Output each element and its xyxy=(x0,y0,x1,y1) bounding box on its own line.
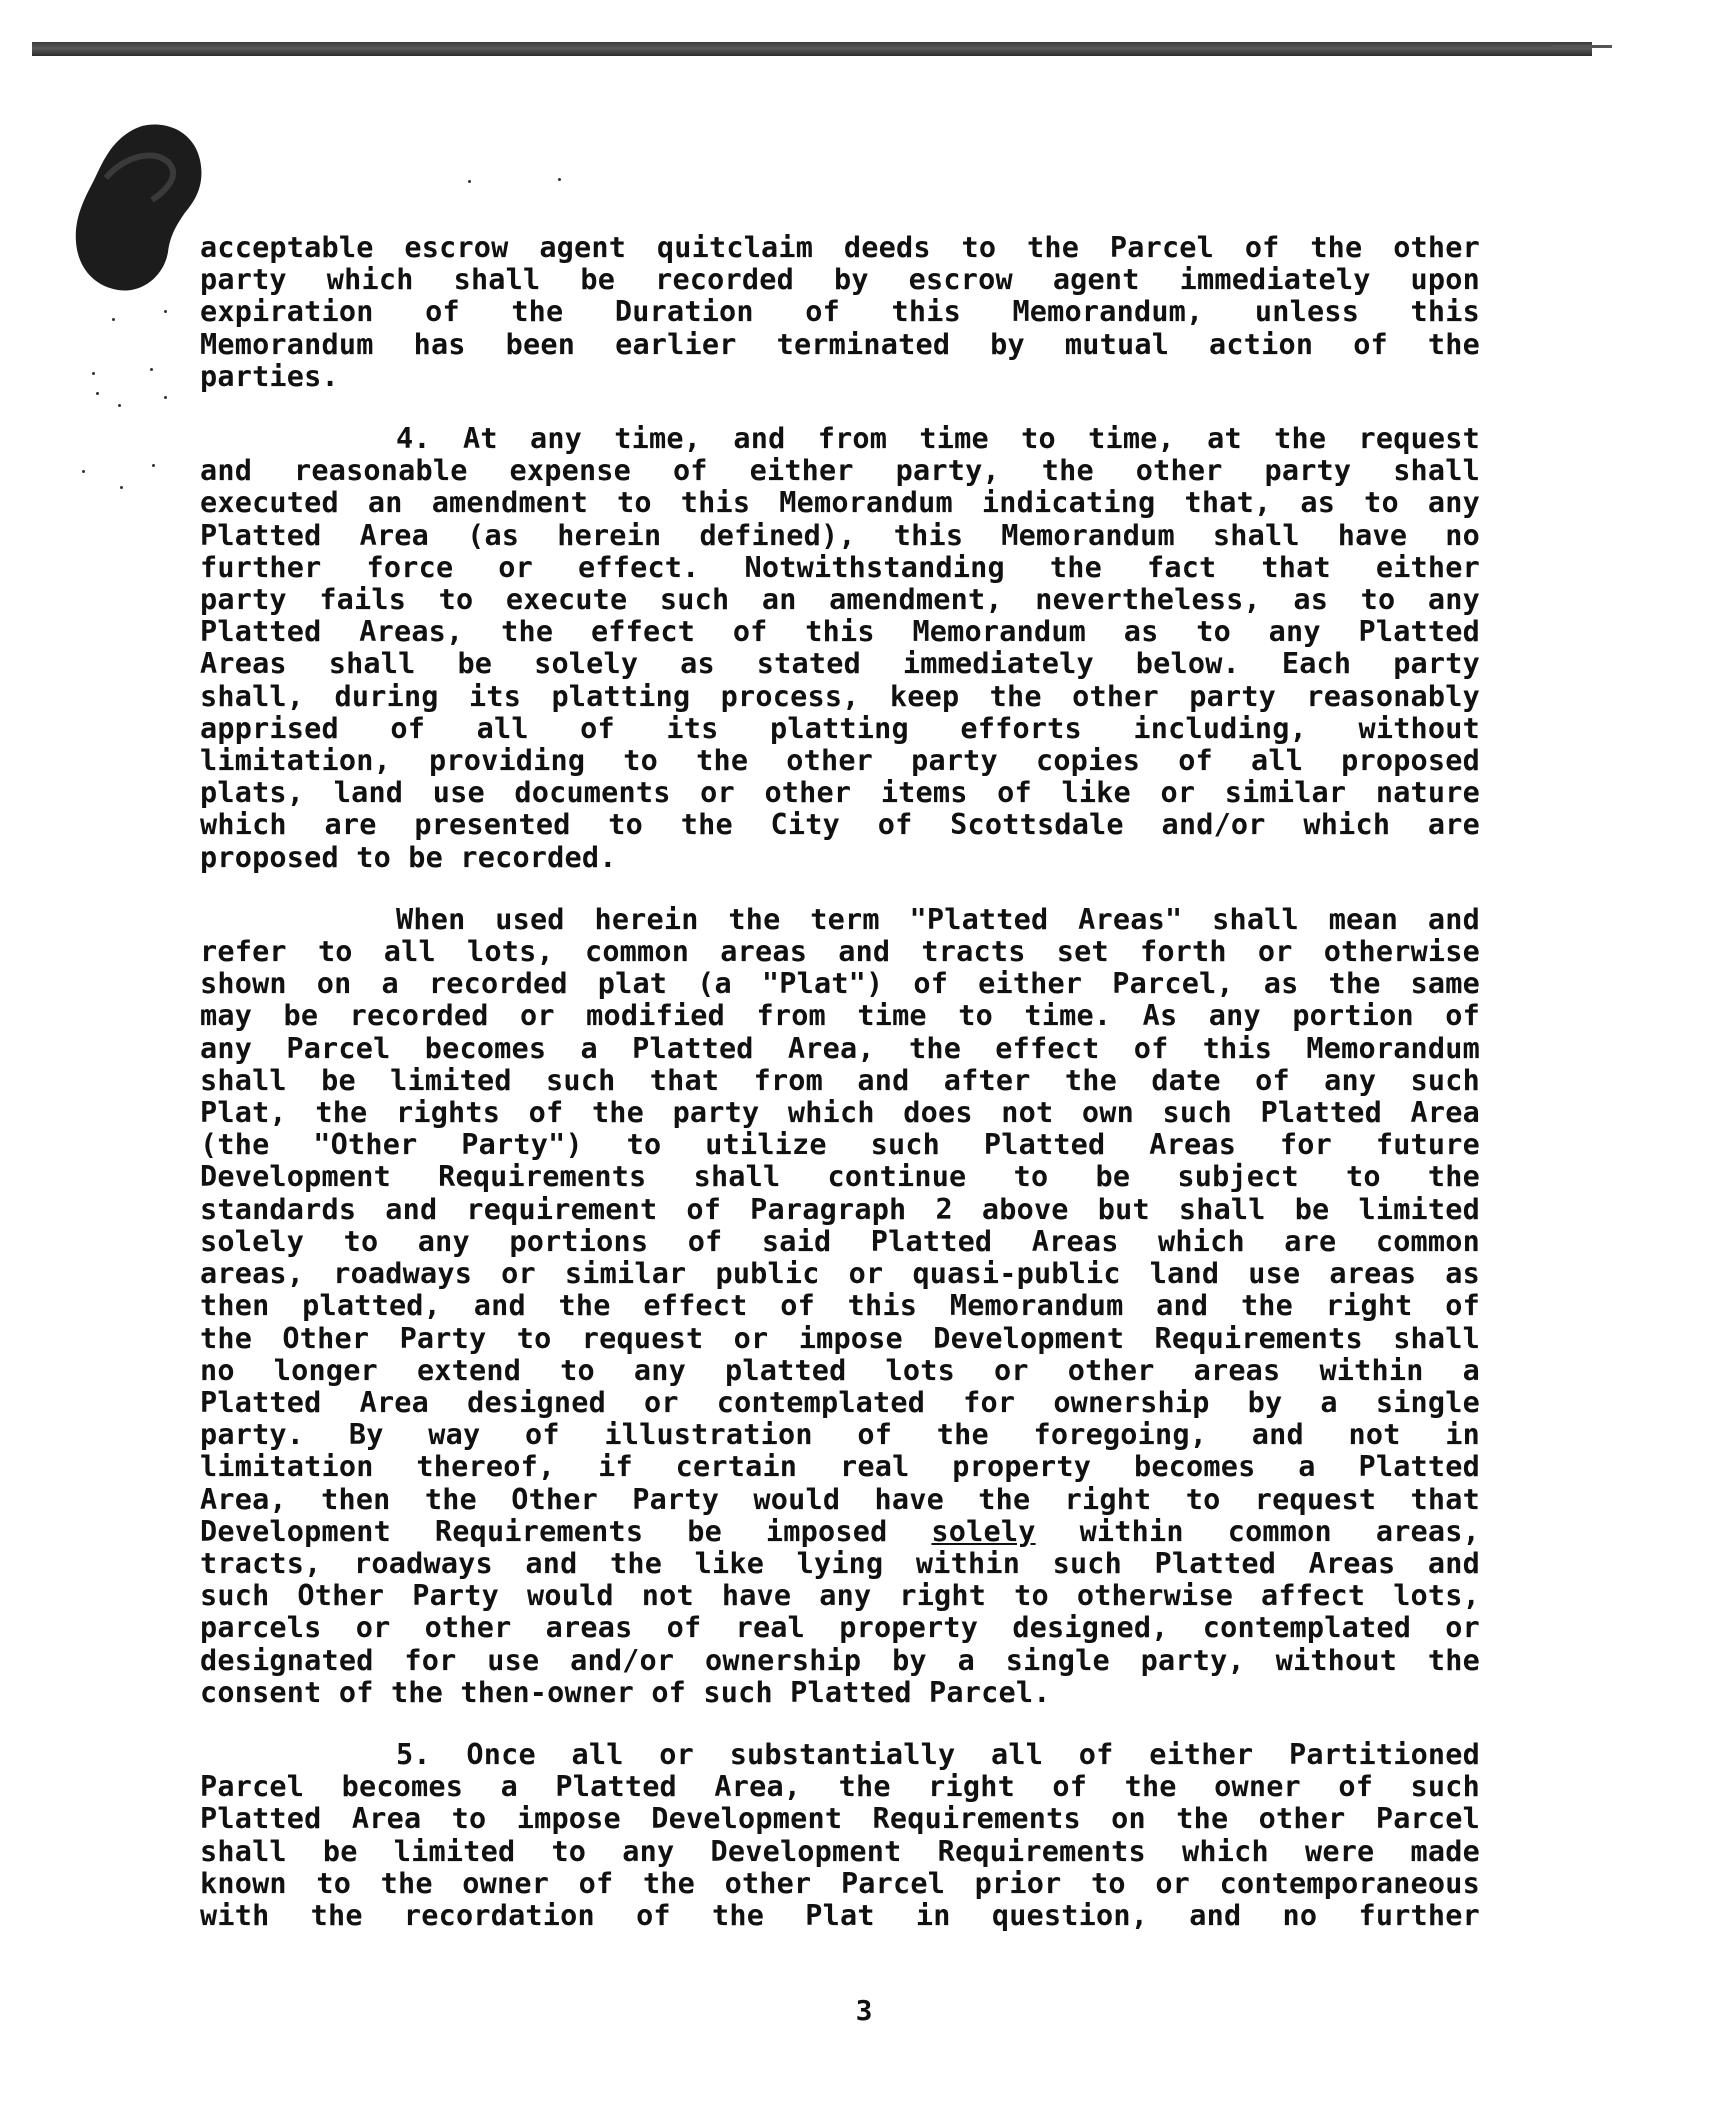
continuation-paragraph xyxy=(200,232,1480,393)
scan-speck xyxy=(468,180,471,183)
text-line: further force or effect. Notwithstanding the fact that either xyxy=(200,550,1480,584)
text-line: limitation, providing to the other party copies of all proposed xyxy=(200,744,1480,778)
page-number: 3 xyxy=(855,1994,873,2027)
scan-speck xyxy=(112,318,115,321)
document-body xyxy=(200,232,1480,1962)
scan-speck xyxy=(92,372,95,375)
text-line: acceptable escrow agent quitclaim deeds to the Parcel of the other xyxy=(200,231,1480,264)
scan-speck xyxy=(120,486,123,489)
text-line: parcels or other areas of real property designed, contemplated or xyxy=(200,1611,1480,1645)
text-line: Plat, the rights of the party which does not own such Platted Area xyxy=(200,1096,1480,1130)
text-line: executed an amendment to this Memorandum indicating that, as to any xyxy=(200,486,1480,520)
text-line: shown on a recorded plat (a "Plat") of either Parcel, as the same xyxy=(200,967,1480,1001)
scan-top-border xyxy=(32,42,1592,56)
section-4-paragraph xyxy=(200,423,1480,874)
text-line: Development Requirements shall continue to be subject to the xyxy=(200,1160,1480,1194)
text-line: areas, roadways or similar public or quasi-public land use areas as xyxy=(200,1257,1480,1291)
text-line: shall be limited to any Development Requirements which were made xyxy=(200,1834,1480,1868)
text-line: may be recorded or modified from time to time. As any portion of xyxy=(200,999,1480,1033)
text-line: Platted Area designed or contemplated for ownership by a single xyxy=(200,1385,1480,1419)
text-line: Platted Area to impose Development Requirements on the other Parcel xyxy=(200,1802,1480,1836)
scan-speck xyxy=(558,178,561,181)
text-line: parties. xyxy=(200,359,339,393)
text-line: Platted Areas, the effect of this Memorandum as to any Platted xyxy=(200,615,1480,649)
scan-speck xyxy=(152,464,155,467)
scan-speck xyxy=(118,404,121,407)
text-line: tracts, roadways and the like lying within such Platted Areas and xyxy=(200,1546,1480,1580)
scan-speck xyxy=(164,396,167,399)
text-line: Platted Area (as herein defined), this Memorandum shall have no xyxy=(200,518,1480,552)
platted-areas-paragraph xyxy=(200,904,1480,1709)
scan-speck xyxy=(96,392,99,395)
text-line: shall be limited such that from and after the date of any such xyxy=(200,1063,1480,1097)
section-5-paragraph xyxy=(200,1739,1480,1932)
text-line: party which shall be recorded by escrow agent immediately upon xyxy=(200,263,1480,297)
text-line: known to the owner of the other Parcel prior to or contemporaneous xyxy=(200,1866,1480,1900)
text-line: 5. Once all or substantially all of either Partitioned xyxy=(396,1737,1480,1771)
scan-speck xyxy=(150,368,153,371)
text-line: shall, during its platting process, keep the other party reasonably xyxy=(200,679,1480,713)
text-line: with the recordation of the Plat in question, and no further xyxy=(200,1898,1480,1932)
ink-blot-mark xyxy=(72,118,206,298)
text-line: 4. At any time, and from time to time, at the request xyxy=(396,422,1480,456)
text-line: then platted, and the effect of this Memorandum and the right of xyxy=(200,1289,1480,1323)
text-line: (the "Other Party") to utilize such Platted Areas for future xyxy=(200,1128,1480,1162)
text-line: party. By way of illustration of the foregoing, and not in xyxy=(200,1418,1480,1452)
text-line: which are presented to the City of Scottsdale and/or which are xyxy=(200,808,1480,842)
text-line-with-underline xyxy=(200,1516,1480,1548)
text-line: party fails to execute such an amendment, nevertheless, as to any xyxy=(200,583,1480,617)
text-line: standards and requirement of Paragraph 2 above but shall be limited xyxy=(200,1192,1480,1226)
text-segment: within common areas, xyxy=(1035,1514,1480,1548)
text-line: plats, land use documents or other items of like or similar nature xyxy=(200,776,1480,810)
text-line: limitation thereof, if certain real property becomes a Platted xyxy=(200,1450,1480,1484)
text-line: Area, then the Other Party would have the right to request that xyxy=(200,1482,1480,1516)
text-line: refer to all lots, common areas and tracts set forth or otherwise xyxy=(200,935,1480,969)
text-line: and reasonable expense of either party, the other party shall xyxy=(200,454,1480,488)
text-line: When used herein the term "Platted Areas" shall mean and xyxy=(396,902,1480,936)
scan-speck xyxy=(82,470,85,473)
text-line: such Other Party would not have any right to otherwise affect lots, xyxy=(200,1579,1480,1613)
text-line: designated for use and/or ownership by a single party, without the xyxy=(200,1643,1480,1677)
text-line: Areas shall be solely as stated immediately below. Each party xyxy=(200,647,1480,681)
text-line: apprised of all of its platting efforts including, without xyxy=(200,711,1480,745)
text-segment: Development Requirements be imposed xyxy=(200,1514,932,1548)
text-line: Parcel becomes a Platted Area, the right of the owner of such xyxy=(200,1770,1480,1804)
underlined-word: solely xyxy=(931,1514,1036,1548)
text-line: the Other Party to request or impose Development Requirements shall xyxy=(200,1321,1480,1355)
text-line: expiration of the Duration of this Memorandum, unless this xyxy=(200,295,1480,329)
scan-speck xyxy=(164,310,167,313)
text-line: proposed to be recorded. xyxy=(200,840,617,874)
text-line: consent of the then-owner of such Platted Parcel. xyxy=(200,1675,1051,1709)
text-line: no longer extend to any platted lots or other areas within a xyxy=(200,1353,1480,1387)
text-line: Memorandum has been earlier terminated by mutual action of the xyxy=(200,327,1480,361)
text-line: solely to any portions of said Platted Areas which are common xyxy=(200,1224,1480,1258)
text-line: any Parcel becomes a Platted Area, the effect of this Memorandum xyxy=(200,1031,1480,1065)
